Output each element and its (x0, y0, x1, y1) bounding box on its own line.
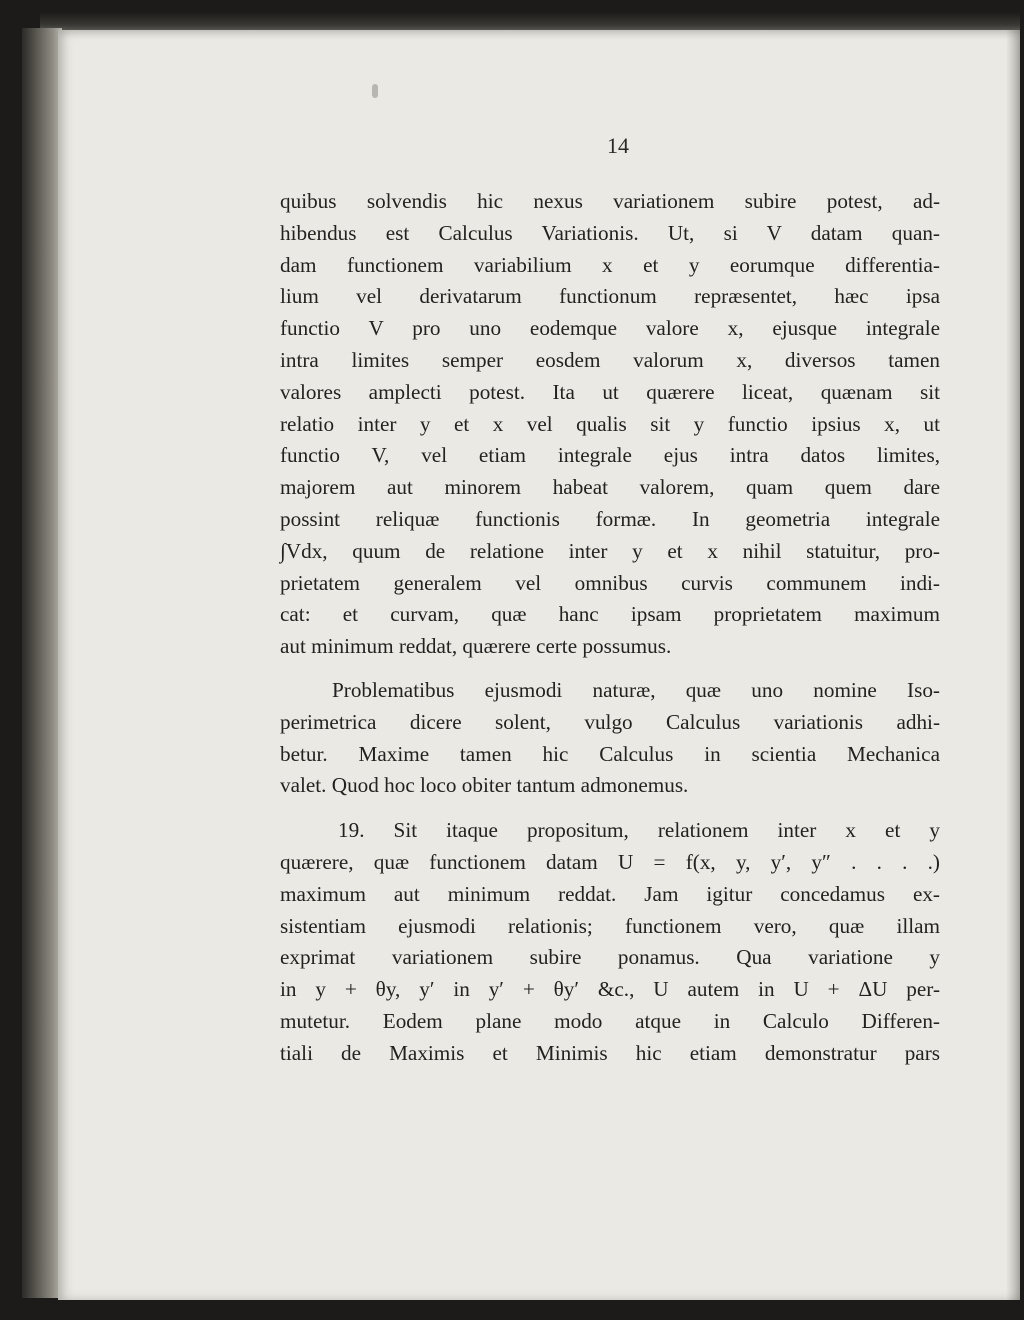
text-line: in y + θy, y′ in y′ + θy′ &c., U autem in U + ΔU per- (280, 977, 940, 1002)
text-line: ∫Vdx, quum de relatione inter y et x nihil statuitur, pro- (280, 538, 940, 563)
text-line: cat: et curvam, quæ hanc ipsam proprietatem maximum (280, 602, 940, 627)
text-line: possint reliquæ functionis formæ. In geometria integrale (280, 506, 940, 531)
text-line: majorem aut minorem habeat valorem, quam quem dare (280, 475, 940, 500)
text-line: dam functionem variabilium x et y eorumque differentia- (280, 252, 940, 277)
text-line: functio V, vel etiam integrale ejus intra datos limites, (280, 443, 940, 468)
text-line: hibendus est Calculus Variationis. Ut, si V datam quan- (280, 220, 940, 245)
paragraph-2 (280, 675, 940, 802)
book-spine-edge (22, 28, 62, 1298)
paragraph-1 (280, 186, 940, 663)
text-line: functio V pro uno eodemque valore x, ejusque integrale (280, 316, 940, 341)
text-line: mutetur. Eodem plane modo atque in Calculo Differen- (280, 1008, 940, 1033)
text-line: valores amplecti potest. Ita ut quærere liceat, quænam sit (280, 379, 940, 404)
text-line: exprimat variationem subire ponamus. Qua variatione y (280, 945, 940, 970)
text-line: perimetrica dicere solent, vulgo Calculus variationis adhi- (280, 709, 940, 734)
text-line: betur. Maxime tamen hic Calculus in scientia Mechanica (280, 741, 940, 766)
text-line: tiali de Maximis et Minimis hic etiam demonstratur pars (280, 1040, 940, 1065)
text-line: prietatem generalem vel omnibus curvis communem indi- (280, 570, 940, 595)
body-text (280, 186, 940, 1070)
text-line: intra limites semper eosdem valorum x, diversos tamen (280, 347, 940, 372)
page-shadow (1006, 30, 1020, 1300)
text-line: lium vel derivatarum functionum repræsentet, hæc ipsa (280, 284, 940, 309)
text-line: Problematibus ejusmodi naturæ, quæ uno nomine Iso- (332, 677, 940, 702)
text-line: valet. Quod hoc loco obiter tantum admonemus. (280, 773, 689, 798)
page-number: 14 (607, 133, 629, 158)
text-line: relatio inter y et x vel qualis sit y functio ipsius x, ut (280, 411, 940, 436)
text-line: maximum aut minimum reddat. Jam igitur concedamus ex- (280, 881, 940, 906)
text-line: 19. Sit itaque propositum, relationem inter x et y (338, 818, 940, 843)
text-line: quibus solvendis hic nexus variationem subire potest, ad- (280, 189, 940, 213)
text-line: aut minimum reddat, quærere certe possumus. (280, 634, 672, 659)
text-line: quærere, quæ functionem datam U = f(x, y, y′, y″ . . . .) (280, 849, 940, 874)
ink-smudge (372, 84, 378, 98)
text-line: sistentiam ejusmodi relationis; functionem vero, quæ illam (280, 913, 940, 938)
section-19 (280, 815, 940, 1069)
